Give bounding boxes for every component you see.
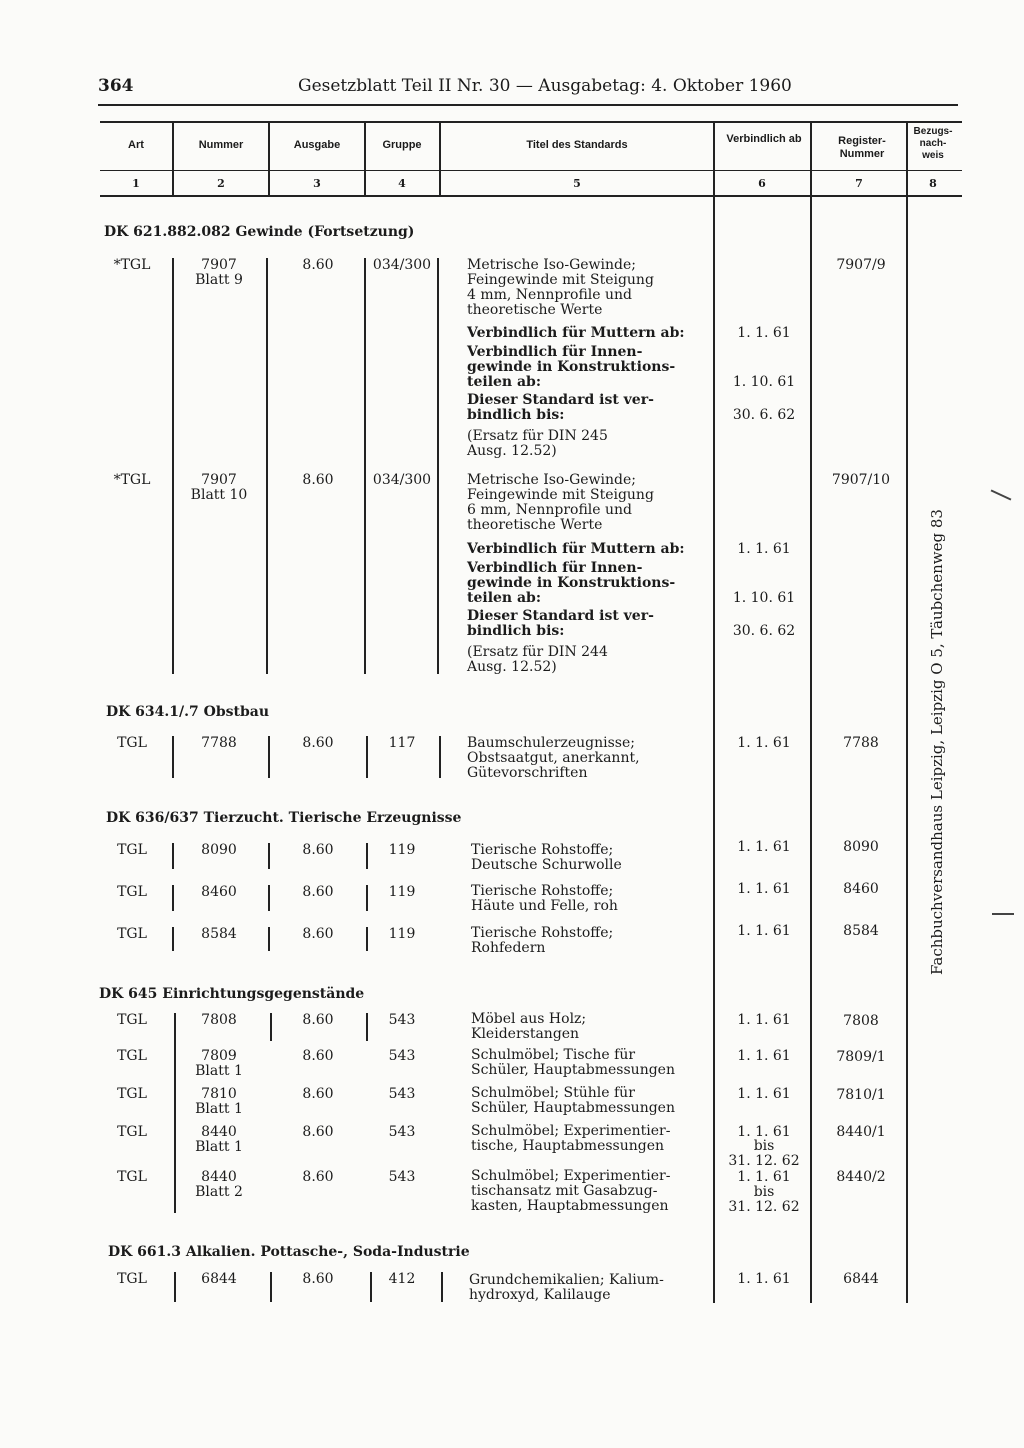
- rule-tier-1c: [172, 927, 174, 951]
- rule-v7-long: [906, 121, 908, 1303]
- cell-nummer: 8440: [201, 1124, 237, 1140]
- cell-verbindlich: 1. 1. 61: [737, 325, 791, 341]
- cell-register: 8440/2: [836, 1169, 886, 1185]
- cell-gruppe: 119: [388, 884, 416, 900]
- col-header-nummer: Nummer: [198, 139, 244, 151]
- rule-gewinde-4: [437, 258, 439, 674]
- cell-ausgabe: 8.60: [302, 926, 334, 942]
- cell-art: *TGL: [113, 257, 151, 273]
- cell-art: TGL: [117, 1169, 147, 1185]
- cell-title-line: Obstsaatgut, anerkannt,: [467, 750, 640, 766]
- cell-title-line: Gütevorschriften: [467, 765, 588, 781]
- cell-ausgabe: 8.60: [302, 1169, 334, 1185]
- cell-art: TGL: [117, 1012, 147, 1028]
- cell-gruppe: 034/300: [372, 257, 432, 273]
- cell-register: 7810/1: [836, 1087, 886, 1103]
- cell-title-line: Häute und Felle, roh: [471, 898, 618, 914]
- cell-register: 7809/1: [836, 1049, 886, 1065]
- cell-nummer: 7808: [201, 1012, 237, 1028]
- col-header-art: Art: [128, 139, 144, 151]
- header-top-rule: [100, 121, 962, 123]
- cell-gruppe: 034/300: [372, 472, 432, 488]
- cell-register: 8440/1: [836, 1124, 886, 1140]
- cell-art: TGL: [117, 1086, 147, 1102]
- cell-binding-innen: teilen ab:: [467, 590, 541, 606]
- cell-verbindlich: 1. 1. 61: [737, 1086, 791, 1102]
- cell-register: 8460: [843, 881, 879, 897]
- rule-v4: [439, 121, 441, 195]
- section-heading-gewinde: DK 621.882.082 Gewinde (Fortsetzung): [104, 224, 415, 240]
- cell-ausgabe: 8.60: [302, 1124, 334, 1140]
- rule-gewinde-1: [172, 258, 174, 674]
- col-number-1: 1: [132, 177, 140, 190]
- cell-title-line: Schulmöbel; Experimentier-: [471, 1168, 671, 1184]
- cell-verbindlich: 1. 1. 61: [737, 1169, 791, 1185]
- cell-title-line: Schüler, Hauptabmessungen: [471, 1100, 675, 1116]
- section-heading-tierzucht: DK 636/637 Tierzucht. Tierische Erzeugnisse: [106, 810, 462, 826]
- cell-title-line: Schulmöbel; Experimentier-: [471, 1123, 671, 1139]
- cell-title-line: tischansatz mit Gasabzug-: [471, 1183, 658, 1199]
- cell-title-line: theoretische Werte: [467, 517, 603, 533]
- cell-art: TGL: [117, 842, 147, 858]
- cell-nummer: 8440: [201, 1169, 237, 1185]
- cell-art: TGL: [117, 1271, 147, 1287]
- cell-binding-innen: Verbindlich für Innen-: [467, 560, 643, 576]
- cell-verbindlich: 31. 12. 62: [728, 1153, 800, 1169]
- cell-art: TGL: [117, 884, 147, 900]
- rule-tier-1a: [172, 843, 174, 869]
- cell-title-line: Tierische Rohstoffe;: [471, 842, 614, 858]
- cell-title-line: 6 mm, Nennprofile und: [467, 502, 633, 518]
- cell-verbindlich: 30. 6. 62: [732, 623, 796, 639]
- cell-register: 7808: [843, 1013, 879, 1029]
- rule-tier-1b: [172, 885, 174, 911]
- col-header-ausgabe: Ausgabe: [293, 139, 341, 151]
- cell-nummer: 7810: [201, 1086, 237, 1102]
- rule-gewinde-3: [364, 258, 366, 674]
- cell-gruppe: 412: [388, 1271, 416, 1287]
- cell-verbindlich: 1. 1. 61: [737, 923, 791, 939]
- rule-obst-4: [439, 736, 441, 778]
- cell-blatt: Blatt 1: [195, 1063, 243, 1079]
- cell-title-line: Tierische Rohstoffe;: [471, 925, 614, 941]
- cell-art: TGL: [117, 1048, 147, 1064]
- col-number-5: 5: [573, 177, 581, 190]
- col-number-8: 8: [929, 177, 937, 190]
- col-header-bezugsnachweis: Bezugs-nach-weis: [913, 126, 953, 161]
- cell-binding-muttern: Verbindlich für Muttern ab:: [467, 325, 685, 341]
- rule-obst-1: [172, 736, 174, 778]
- cell-verbindlich: 1. 1. 61: [737, 881, 791, 897]
- cell-verbindlich: 1. 10. 61: [732, 374, 796, 390]
- cell-title-line: Deutsche Schurwolle: [471, 857, 622, 873]
- cell-binding-innen: gewinde in Konstruktions-: [467, 359, 676, 375]
- rule-tier-2a: [268, 843, 270, 869]
- header-rule: [98, 104, 958, 106]
- rule-v3: [364, 121, 366, 195]
- cell-ersatz: (Ersatz für DIN 244: [467, 644, 608, 660]
- cell-nummer: 8460: [201, 884, 237, 900]
- cell-title-line: Rohfedern: [471, 940, 546, 956]
- cell-title-line: kasten, Hauptabmessungen: [471, 1198, 669, 1214]
- running-title: Gesetzblatt Teil II Nr. 30 — Ausgabetag: 4. Oktober 1960: [298, 76, 792, 96]
- cell-gruppe: 543: [388, 1048, 416, 1064]
- cell-binding-until: Dieser Standard ist ver-: [467, 392, 654, 408]
- cell-binding-until: Dieser Standard ist ver-: [467, 608, 654, 624]
- cell-verbindlich: 1. 1. 61: [737, 839, 791, 855]
- cell-gruppe: 543: [388, 1012, 416, 1028]
- side-note: [928, 509, 946, 985]
- cell-nummer: 7907: [201, 257, 237, 273]
- cell-register: 7788: [843, 735, 879, 751]
- cell-verbindlich: bis: [753, 1184, 775, 1200]
- cell-binding-muttern: Verbindlich für Muttern ab:: [467, 541, 685, 557]
- rule-v5-long: [713, 121, 715, 1303]
- cell-ausgabe: 8.60: [302, 735, 334, 751]
- col-number-7: 7: [855, 177, 863, 190]
- cell-title-line: Metrische Iso-Gewinde;: [467, 472, 636, 488]
- cell-verbindlich: 1. 1. 61: [737, 1124, 791, 1140]
- cell-verbindlich: 31. 12. 62: [728, 1199, 800, 1215]
- cell-blatt: Blatt 10: [190, 487, 248, 503]
- cell-binding-until: bindlich bis:: [467, 623, 565, 639]
- cell-gruppe: 117: [388, 735, 416, 751]
- cell-art: TGL: [117, 735, 147, 751]
- rule-v1: [172, 121, 174, 195]
- cell-binding-until: bindlich bis:: [467, 407, 565, 423]
- cell-nummer: 8090: [201, 842, 237, 858]
- rule-einr-2: [270, 1013, 272, 1041]
- cell-ausgabe: 8.60: [302, 1086, 334, 1102]
- cell-nummer: 7907: [201, 472, 237, 488]
- cell-blatt: Blatt 9: [195, 272, 243, 288]
- cell-art: *TGL: [113, 472, 151, 488]
- cell-nummer: 7788: [201, 735, 237, 751]
- cell-ersatz: (Ersatz für DIN 245: [467, 428, 608, 444]
- cell-ausgabe: 8.60: [302, 257, 334, 273]
- header-bottom-rule: [100, 195, 962, 197]
- cell-title-line: Tierische Rohstoffe;: [471, 883, 614, 899]
- cell-ersatz: Ausg. 12.52): [467, 443, 557, 459]
- cell-title-line: Möbel aus Holz;: [471, 1011, 587, 1027]
- cell-title-line: tische, Hauptabmessungen: [471, 1138, 665, 1154]
- cell-title-line: Schulmöbel; Stühle für: [471, 1085, 635, 1101]
- cell-art: TGL: [117, 926, 147, 942]
- cell-nummer: 6844: [201, 1271, 237, 1287]
- section-heading-einrichtung: DK 645 Einrichtungsgegenstände: [99, 986, 365, 1002]
- cell-register: 6844: [843, 1271, 879, 1287]
- cell-ersatz: Ausg. 12.52): [467, 659, 557, 675]
- cell-art: TGL: [117, 1124, 147, 1140]
- cell-blatt: Blatt 1: [195, 1101, 243, 1117]
- cell-binding-innen: teilen ab:: [467, 374, 541, 390]
- section-heading-obstbau: DK 634.1/.7 Obstbau: [106, 704, 269, 720]
- cell-verbindlich: 1. 1. 61: [737, 1048, 791, 1064]
- cell-verbindlich: 1. 1. 61: [737, 1012, 791, 1028]
- cell-nummer: 8584: [201, 926, 237, 942]
- rule-tier-2b: [268, 885, 270, 911]
- cell-title-line: Grundchemikalien; Kalium-: [469, 1272, 664, 1288]
- cell-title-line: hydroxyd, Kalilauge: [469, 1287, 611, 1303]
- col-header-titel: Titel des Standards: [526, 139, 628, 151]
- cell-ausgabe: 8.60: [302, 884, 334, 900]
- cell-title-line: theoretische Werte: [467, 302, 603, 318]
- cell-register: 8584: [843, 923, 879, 939]
- cell-register: 8090: [843, 839, 879, 855]
- cell-title-line: Baumschulerzeugnisse;: [467, 735, 635, 751]
- cell-blatt: Blatt 1: [195, 1139, 243, 1155]
- cell-verbindlich: 1. 1. 61: [737, 735, 791, 751]
- cell-title-line: Schüler, Hauptabmessungen: [471, 1062, 675, 1078]
- rule-alk-4: [441, 1272, 443, 1302]
- rule-alk-2: [270, 1272, 272, 1302]
- cell-ausgabe: 8.60: [302, 1048, 334, 1064]
- cell-gruppe: 543: [388, 1169, 416, 1185]
- scan-mark: [991, 489, 1012, 500]
- rule-v2: [268, 121, 270, 195]
- cell-binding-innen: Verbindlich für Innen-: [467, 344, 643, 360]
- cell-verbindlich: 30. 6. 62: [732, 407, 796, 423]
- col-number-6: 6: [758, 177, 766, 190]
- scan-mark: [992, 913, 1014, 915]
- cell-verbindlich: 1. 1. 61: [737, 541, 791, 557]
- col-header-register: Register-Nummer: [838, 135, 886, 160]
- side-note-text: Fachbuchversandhaus Leipzig, Leipzig O 5, Täubchenweg 83: [928, 509, 946, 975]
- header-mid-rule: [100, 170, 962, 171]
- page-number: 364: [98, 76, 134, 96]
- cell-title-line: 4 mm, Nennprofile und: [467, 287, 633, 303]
- cell-gruppe: 119: [388, 842, 416, 858]
- cell-ausgabe: 8.60: [302, 1271, 334, 1287]
- cell-title-line: Feingewinde mit Steigung: [467, 272, 654, 288]
- cell-gruppe: 543: [388, 1086, 416, 1102]
- cell-title-line: Kleiderstangen: [471, 1026, 580, 1042]
- col-header-verbindlich: Verbindlich ab: [726, 133, 802, 145]
- cell-register: 7907/10: [831, 472, 891, 488]
- cell-verbindlich: 1. 1. 61: [737, 1271, 791, 1287]
- rule-obst-2: [268, 736, 270, 778]
- col-number-3: 3: [313, 177, 321, 190]
- cell-ausgabe: 8.60: [302, 1012, 334, 1028]
- col-number-2: 2: [217, 177, 225, 190]
- cell-title-line: Metrische Iso-Gewinde;: [467, 257, 636, 273]
- rule-tier-2c: [268, 927, 270, 951]
- cell-title-line: Feingewinde mit Steigung: [467, 487, 654, 503]
- cell-blatt: Blatt 2: [195, 1184, 243, 1200]
- cell-gruppe: 543: [388, 1124, 416, 1140]
- cell-binding-innen: gewinde in Konstruktions-: [467, 575, 676, 591]
- rule-gewinde-2: [266, 258, 268, 674]
- cell-verbindlich: bis: [753, 1138, 775, 1154]
- cell-ausgabe: 8.60: [302, 842, 334, 858]
- cell-ausgabe: 8.60: [302, 472, 334, 488]
- cell-title-line: Schulmöbel; Tische für: [471, 1047, 636, 1063]
- col-number-4: 4: [398, 177, 406, 190]
- col-header-gruppe: Gruppe: [382, 139, 422, 151]
- cell-verbindlich: 1. 10. 61: [732, 590, 796, 606]
- cell-nummer: 7809: [201, 1048, 237, 1064]
- section-heading-alkalien: DK 661.3 Alkalien. Pottasche-, Soda-Industrie: [108, 1244, 470, 1260]
- cell-gruppe: 119: [388, 926, 416, 942]
- cell-register: 7907/9: [836, 257, 886, 273]
